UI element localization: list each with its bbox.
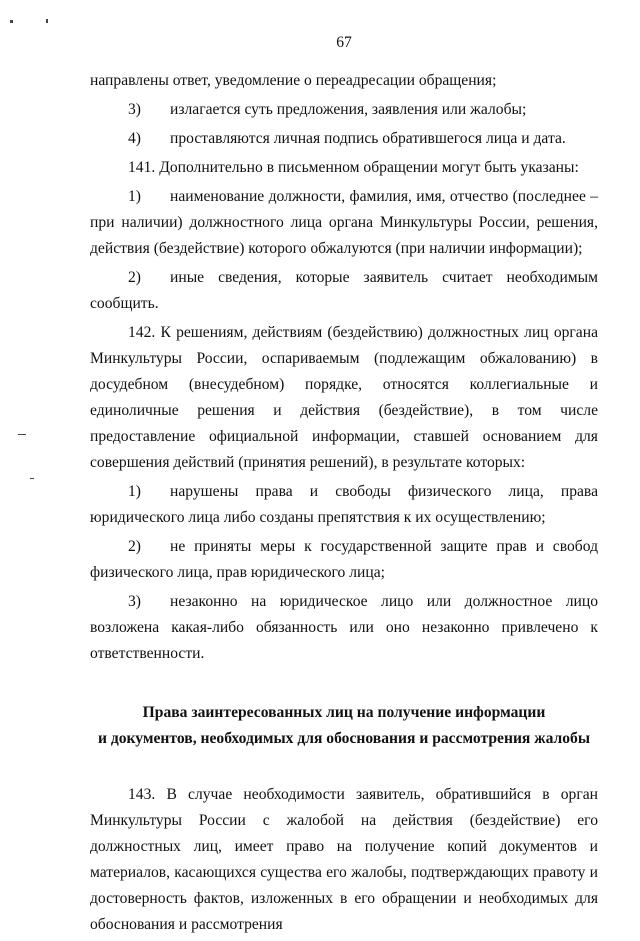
list-item-number: 3) bbox=[128, 101, 141, 118]
list-item-text: иные сведения, которые заявитель считает необходимым сообщить. bbox=[90, 269, 598, 312]
list-item bbox=[90, 265, 598, 317]
list-item-number: 3) bbox=[128, 593, 141, 610]
continuation-text: направлены ответ, уведомление о переадресации обращения; bbox=[90, 72, 497, 89]
list-item-text: незаконно на юридическое лицо или должностное лицо возложена какая-либо обязанность или оно незаконно привлечено к ответственности. bbox=[90, 593, 598, 662]
page-number: 67 bbox=[336, 34, 352, 51]
paragraph: 141. Дополнительно в письменном обращении могут быть указаны: bbox=[128, 159, 579, 176]
list-item bbox=[90, 126, 598, 152]
list-item bbox=[90, 479, 598, 531]
section-heading bbox=[90, 700, 598, 752]
list-item-number: 1) bbox=[128, 188, 141, 205]
section-heading-line-2: и документов, необходимых для обоснования и рассмотрения жалобы bbox=[97, 730, 591, 747]
paragraph: 143. В случае необходимости заявитель, обратившийся в орган Минкультуры России с жалобой на действия (бездействие) его должностных лиц, имеет право на получение копий документов и материалов, касающихся существа его жалобы, подтверждающих правоту и достоверность фактов, изложенных в его обращении и необходимых для обоснования и рассмотрения bbox=[90, 786, 598, 933]
list-item-text: нарушены права и свободы физического лица, права юридического лица либо созданы препятствия к их осуществлению; bbox=[90, 483, 598, 526]
list-item bbox=[90, 97, 598, 123]
document-page bbox=[90, 30, 598, 941]
scan-mark bbox=[18, 434, 26, 435]
list-item-number: 4) bbox=[128, 130, 141, 147]
list-item-number: 1) bbox=[128, 483, 141, 500]
scan-mark bbox=[30, 478, 34, 479]
document-body-continued bbox=[90, 782, 598, 941]
scan-mark bbox=[46, 19, 48, 23]
list-item-number: 2) bbox=[128, 538, 141, 555]
section-heading-line-1: Права заинтересованных лиц на получение информации bbox=[142, 704, 546, 721]
list-item bbox=[90, 184, 598, 262]
list-item-text: проставляются личная подпись обратившегося лица и дата. bbox=[170, 130, 566, 147]
scan-mark bbox=[10, 20, 13, 23]
document-body bbox=[90, 68, 598, 670]
paragraph: 142. К решениям, действиям (бездействию) должностных лиц органа Минкультуры России, оспариваемым (подлежащим обжалованию) в досудебном (внесудебном) порядке, относятся коллегиальные и единоличные решения и действия (бездействие), в том числе предоставление официальной информации, ставшей основанием для совершения действий (принятия решений), в результате которых: bbox=[90, 324, 598, 471]
list-item-text: излагается суть предложения, заявления или жалобы; bbox=[170, 101, 527, 118]
list-item-text: не приняты меры к государственной защите прав и свобод физического лица, прав юридического лица; bbox=[90, 538, 598, 581]
list-item-text: наименование должности, фамилия, имя, отчество (последнее – при наличии) должностного лица органа Минкультуры России, решения, действия (бездействие) которого обжалуются (при наличии информации); bbox=[90, 188, 598, 257]
list-item bbox=[90, 534, 598, 586]
list-item bbox=[90, 589, 598, 667]
list-item-number: 2) bbox=[128, 269, 141, 286]
